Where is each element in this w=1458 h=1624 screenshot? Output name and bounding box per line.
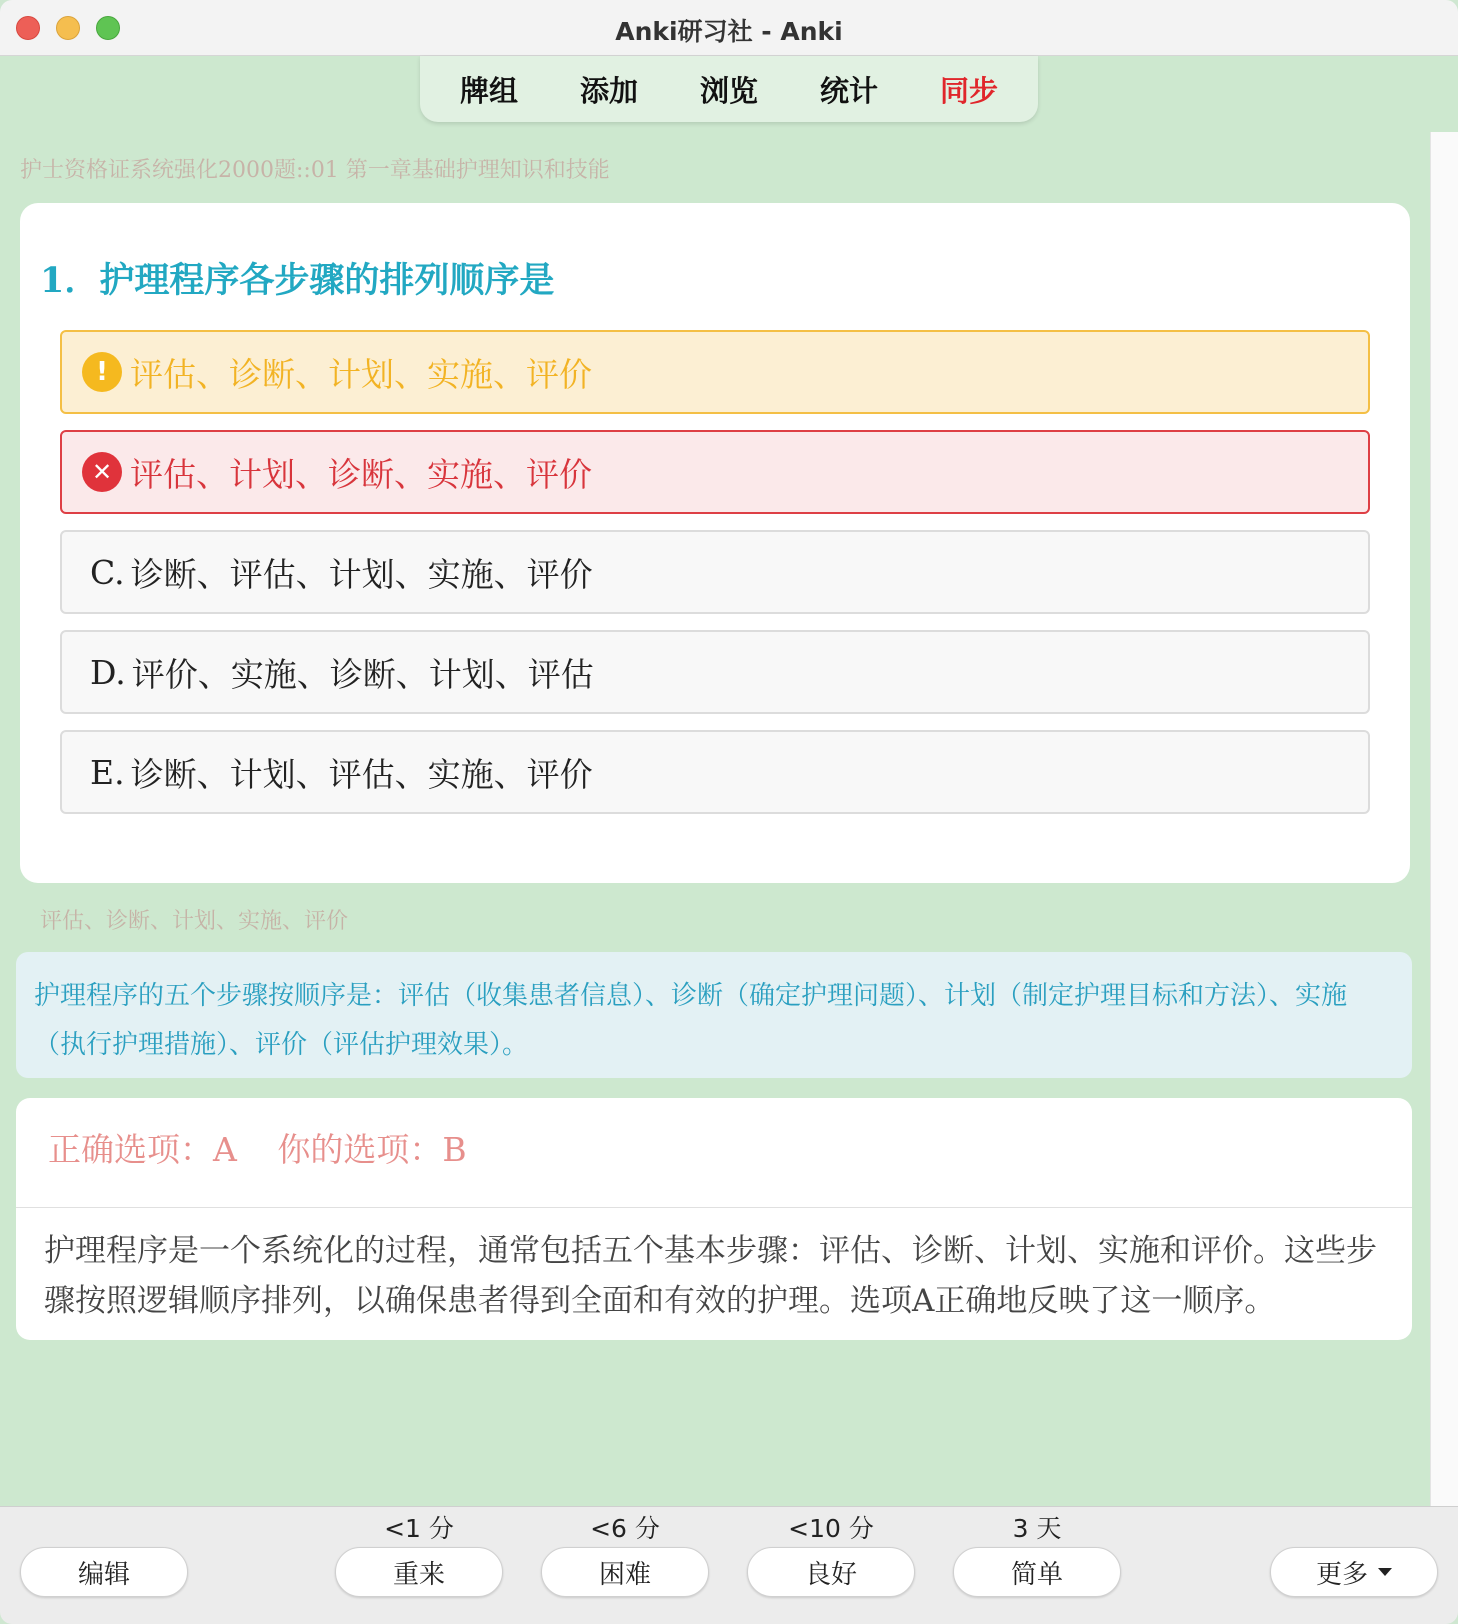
scrollbar[interactable] [1430, 132, 1458, 1506]
option-d[interactable] [60, 630, 1370, 714]
option-e-letter: E. [90, 752, 125, 792]
nav-stats[interactable]: 统计 [819, 73, 878, 108]
explanation-box: 护理程序的五个步骤按顺序是：评估（收集患者信息）、诊断（确定护理问题）、计划（制定护理目标和方法）、实施（执行护理措施）、评价（评估护理效果）。 [16, 952, 1412, 1078]
analysis-text: 护理程序是一个系统化的过程，通常包括五个基本步骤：评估、诊断、计划、实施和评价。这些步骤按照逻辑顺序排列，以确保患者得到全面和有效的护理。选项A正确地反映了这一顺序。 [44, 1233, 1377, 1319]
option-c[interactable] [60, 530, 1370, 614]
again-button[interactable]: 重来 [335, 1547, 503, 1597]
question-text: 1．护理程序各步骤的排列顺序是 [40, 260, 555, 301]
option-c-text: 诊断、评估、计划、实施、评价 [130, 554, 593, 594]
deck-path: 护士资格证系统强化2000题::01 第一章基础护理知识和技能 [20, 158, 610, 183]
answer-hint: 评估、诊断、计划、实施、评价 [40, 909, 349, 934]
option-b[interactable] [60, 430, 1370, 514]
option-c-letter: C. [90, 552, 125, 592]
more-label: 更多 [1315, 1559, 1368, 1590]
nav-add[interactable]: 添加 [579, 73, 638, 108]
nav-browse[interactable]: 浏览 [699, 73, 758, 108]
option-e-text: 诊断、计划、评估、实施、评价 [130, 754, 593, 794]
result-header [16, 1098, 1412, 1208]
correct-choice-label: 正确选项：A [48, 1130, 237, 1169]
window-title: Anki研习社 - Anki [615, 17, 843, 46]
nav-decks[interactable]: 牌组 [459, 73, 518, 108]
more-button[interactable] [1270, 1547, 1438, 1597]
option-a-text: 评估、诊断、计划、实施、评价 [130, 354, 592, 394]
option-b-text: 评估、计划、诊断、实施、评价 [130, 454, 592, 494]
answer-bar [0, 1506, 1458, 1624]
easy-interval: 3 天 [1012, 1514, 1062, 1543]
good-button[interactable]: 良好 [747, 1547, 915, 1597]
edit-button[interactable]: 编辑 [20, 1547, 188, 1597]
top-toolbar [420, 56, 1038, 122]
option-d-letter: D. [90, 652, 126, 692]
exclamation-icon: ! [82, 352, 122, 392]
again-interval: <1 分 [384, 1514, 454, 1543]
easy-button[interactable]: 简单 [953, 1547, 1121, 1597]
good-interval: <10 分 [788, 1514, 874, 1543]
hard-interval: <6 分 [590, 1514, 660, 1543]
question-card [20, 203, 1410, 883]
option-e[interactable] [60, 730, 1370, 814]
dropdown-caret-icon [1378, 1568, 1392, 1576]
your-choice-label: 你的选项：B [277, 1130, 467, 1169]
nav-sync[interactable]: 同步 [939, 73, 998, 108]
option-a[interactable] [60, 330, 1370, 414]
title-bar [0, 0, 1458, 56]
x-icon: ✕ [82, 452, 122, 492]
result-card [16, 1098, 1412, 1340]
option-d-text: 评价、实施、诊断、计划、评估 [131, 654, 594, 694]
hard-button[interactable]: 困难 [541, 1547, 709, 1597]
